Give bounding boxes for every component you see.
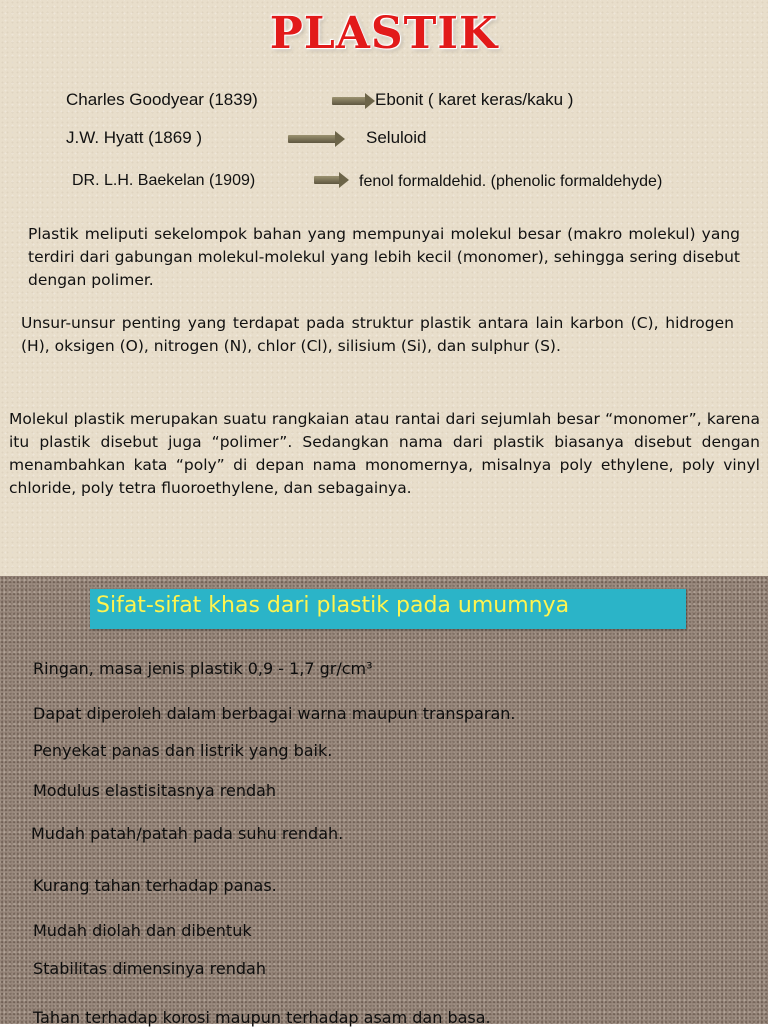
list-item: Mudah diolah dan dibentuk	[33, 921, 252, 940]
list-item: Modulus elastisitasnya rendah	[33, 781, 277, 800]
arrow-right-icon	[314, 176, 340, 184]
list-item: Penyekat panas dan listrik yang baik.	[33, 741, 333, 760]
paragraph-polymer: Molekul plastik merupakan suatu rangkaian atau rantai dari sejumlah besar “monomer”, karena itu plastik disebut juga “polimer”. Sedangkan nama dari plastik biasanya disebut dengan menambahkan kata “poly” di depan nama monomernya, misalnya poly ethylene, poly vinyl chloride, poly tetra fluoroethylene, dan sebagainya.	[9, 410, 760, 497]
list-item: Ringan, masa jenis plastik 0,9 - 1,7 gr/cm³	[33, 659, 373, 678]
list-item: Dapat diperoleh dalam berbagai warna maupun transparan.	[33, 704, 516, 723]
arrow-right-icon	[288, 135, 336, 143]
history-material: fenol formaldehid. (phenolic formaldehyde)	[359, 173, 663, 190]
page-title: PLASTIK	[269, 8, 499, 59]
section-heading: Sifat-sifat khas dari plastik pada umumnya	[96, 593, 570, 618]
lower-panel	[0, 576, 768, 1024]
history-material: Seluloid	[366, 128, 427, 147]
history-row-baekelan	[72, 172, 663, 190]
paragraph-definition: Plastik meliputi sekelompok bahan yang mempunyai molekul besar (makro molekul) yang terdiri dari gabungan molekul-molekul yang lebih kecil (monomer), sehingga sering disebut dengan polimer.	[28, 225, 740, 289]
list-item: Kurang tahan terhadap panas.	[33, 876, 277, 895]
history-inventor: Charles Goodyear (1839)	[66, 90, 258, 109]
history-inventor: J.W. Hyatt (1869 )	[66, 128, 203, 147]
paragraph-elements: Unsur-unsur penting yang terdapat pada struktur plastik antara lain karbon (C), hidrogen (H), oksigen (O), nitrogen (N), chlor (Cl), silisium (Si), dan sulphur (S).	[21, 314, 734, 355]
list-item: Mudah patah/patah pada suhu rendah.	[31, 824, 344, 843]
history-row-hyatt	[66, 128, 427, 148]
history-row-goodyear	[66, 90, 574, 110]
section-heading-banner	[90, 589, 686, 629]
history-inventor: DR. L.H. Baekelan (1909)	[72, 172, 256, 189]
arrow-right-icon	[332, 97, 366, 105]
list-item: Tahan terhadap korosi maupun terhadap asam dan basa.	[33, 1008, 491, 1027]
list-item: Stabilitas dimensinya rendah	[33, 959, 266, 978]
history-material: Ebonit ( karet keras/kaku )	[375, 90, 574, 109]
